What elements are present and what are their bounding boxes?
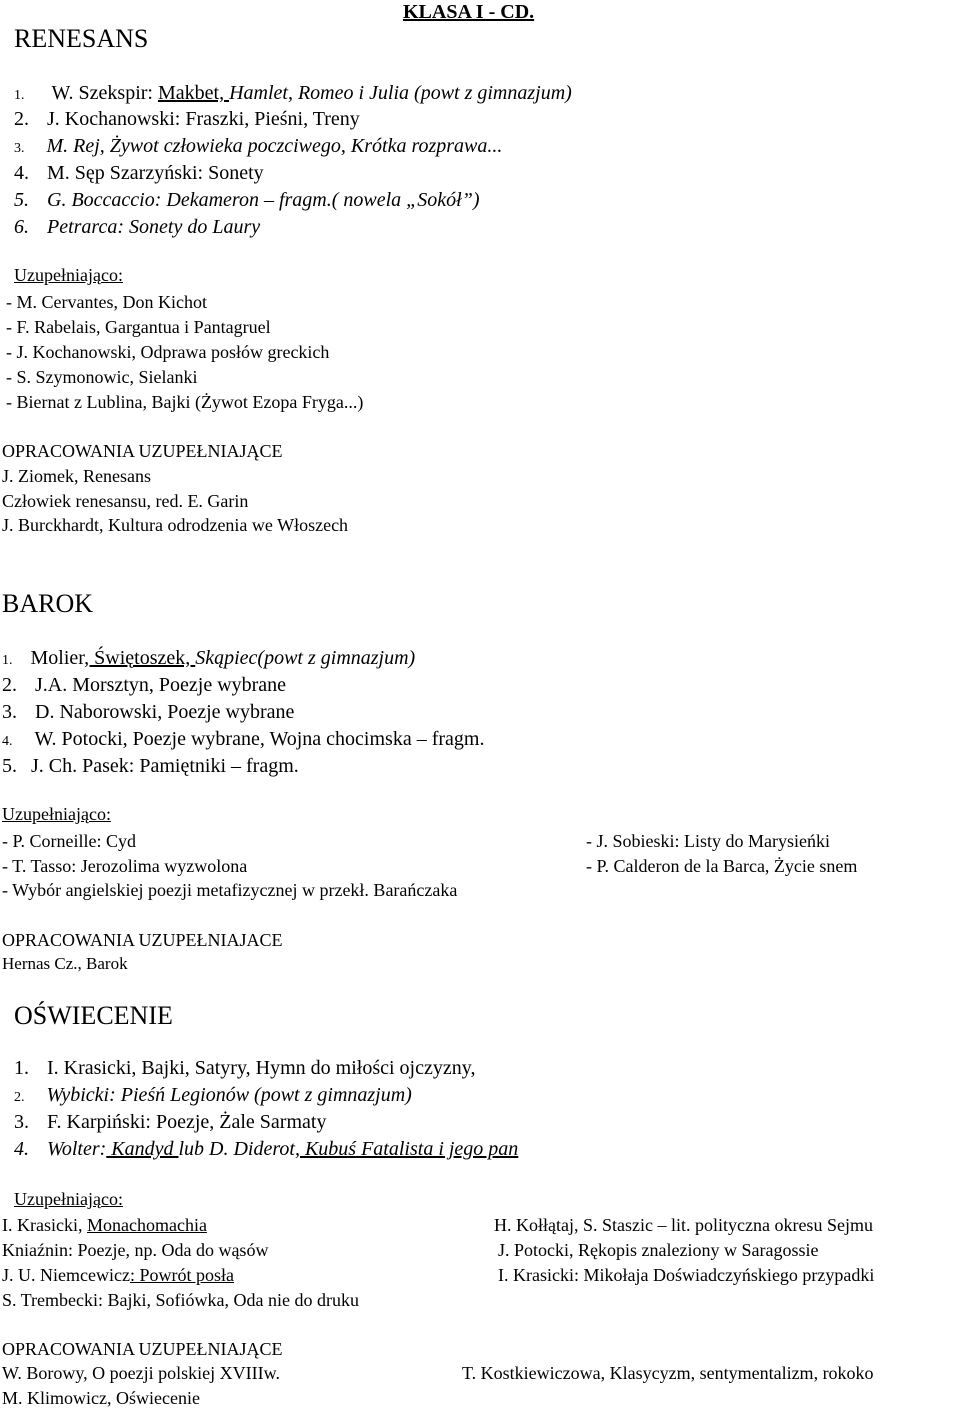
list-item: - Wybór angielskiej poezji metafizycznej w przekł. Barańczaka	[2, 880, 458, 900]
list-item: I. Krasicki: Mikołaja Doświadczyńskiego przypadki	[498, 1265, 875, 1285]
list-item: 2. Wybicki: Pieśń Legionów (powt z gimnazjum)	[14, 1084, 412, 1106]
list-item: J. U. Niemcewicz: Powrót posła	[2, 1265, 234, 1285]
list-item: M. Klimowicz, Oświecenie	[2, 1388, 200, 1408]
list-item: W. Borowy, O poezji polskiej XVIIIw.	[2, 1363, 280, 1383]
list-item: 2. J. Kochanowski: Fraszki, Pieśni, Treny	[14, 108, 360, 130]
list-item: - S. Szymonowic, Sielanki	[6, 367, 198, 387]
list-item: 2. J.A. Morsztyn, Poezje wybrane	[2, 674, 287, 696]
list-item: - F. Rabelais, Gargantua i Pantagruel	[6, 317, 271, 337]
list-item: 3. F. Karpiński: Poezje, Żale Sarmaty	[14, 1111, 327, 1133]
list-item: 1. W. Szekspir: Makbet, Hamlet, Romeo i Julia (powt z gimnazjum)	[14, 82, 572, 104]
section-title-barok: BAROK	[2, 589, 94, 618]
list-item: - P. Calderon de la Barca, Życie snem	[586, 856, 858, 876]
list-item: 1. Molier, Świętoszek, Skąpiec(powt z gimnazjum)	[2, 647, 416, 669]
list-item: I. Krasicki, Monachomachia	[2, 1215, 207, 1235]
class-label: KLASA I - CD.	[403, 1, 535, 23]
list-item: - J. Sobieski: Listy do Marysieńki	[586, 831, 830, 851]
list-item: T. Kostkiewiczowa, Klasycyzm, sentymentalizm, rokoko	[462, 1363, 874, 1383]
list-item: Kniaźnin: Poezje, np. Oda do wąsów	[2, 1240, 269, 1260]
supplementary-label: Uzupełniająco:	[14, 1189, 123, 1209]
list-item: J. Ziomek, Renesans	[2, 466, 151, 486]
list-item: Hernas Cz., Barok	[2, 954, 128, 973]
list-item: Człowiek renesansu, red. E. Garin	[2, 491, 249, 511]
list-item: J. Potocki, Rękopis znaleziony w Saragossie	[498, 1240, 819, 1260]
list-item: 5. J. Ch. Pasek: Pamiętniki – fragm.	[2, 755, 299, 777]
list-item: H. Kołłątaj, S. Staszic – lit. polityczna okresu Sejmu	[494, 1215, 873, 1235]
list-item: 4. W. Potocki, Poezje wybrane, Wojna chocimska – fragm.	[2, 728, 485, 750]
studies-label: OPRACOWANIA UZUPEŁNIAJACE	[2, 930, 283, 950]
list-item: 3. M. Rej, Żywot człowieka poczciwego, Krótka rozprawa...	[14, 135, 503, 157]
section-title-oswiecenie: OŚWIECENIE	[14, 1001, 173, 1030]
list-item: S. Trembecki: Bajki, Sofiówka, Oda nie do druku	[2, 1290, 359, 1310]
list-item: 5. G. Boccaccio: Dekameron – fragm.( nowela „Sokół”)	[14, 189, 480, 211]
list-item: 4. M. Sęp Szarzyński: Sonety	[14, 162, 264, 184]
list-item: - Biernat z Lublina, Bajki (Żywot Ezopa Fryga...)	[6, 392, 364, 412]
list-item: 3. D. Naborowski, Poezje wybrane	[2, 701, 295, 723]
supplementary-label: Uzupełniająco:	[2, 804, 111, 824]
list-item: 4. Wolter: Kandyd lub D. Diderot, Kubuś Fatalista i jego pan	[14, 1138, 519, 1160]
studies-label: OPRACOWANIA UZUPEŁNIAJĄCE	[2, 1339, 283, 1359]
studies-label: OPRACOWANIA UZUPEŁNIAJĄCE	[2, 441, 283, 461]
list-item: - M. Cervantes, Don Kichot	[6, 292, 207, 312]
page-title: RENESANS	[14, 24, 149, 53]
list-item: J. Burckhardt, Kultura odrodzenia we Włoszech	[2, 515, 349, 535]
supplementary-label: Uzupełniająco:	[14, 265, 123, 285]
list-item: 6. Petrarca: Sonety do Laury	[14, 216, 261, 238]
list-item: - J. Kochanowski, Odprawa posłów greckich	[6, 342, 330, 362]
list-item: 1. I. Krasicki, Bajki, Satyry, Hymn do miłości ojczyzny,	[14, 1057, 476, 1079]
list-item: - P. Corneille: Cyd	[2, 831, 136, 851]
list-item: - T. Tasso: Jerozolima wyzwolona	[2, 856, 248, 876]
